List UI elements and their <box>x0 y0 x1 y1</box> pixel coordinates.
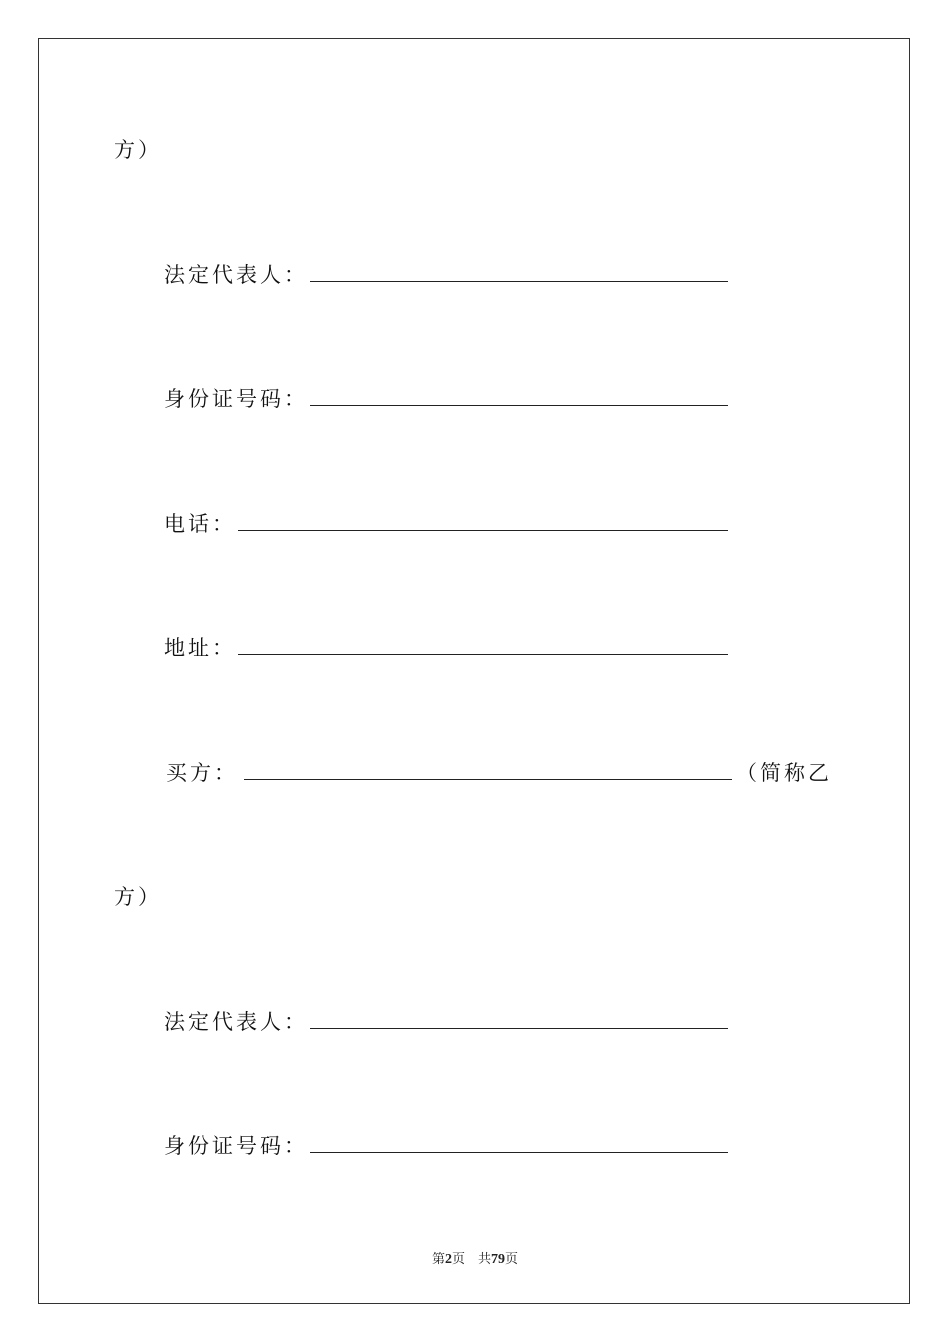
seller-phone-row <box>164 510 728 538</box>
seller-id-row <box>164 385 728 413</box>
page-footer <box>0 1248 950 1268</box>
buyer-id-row <box>164 1132 728 1160</box>
seller-phone-field[interactable] <box>238 510 728 531</box>
buyer-representative-row <box>164 1008 728 1036</box>
seller-representative-field[interactable] <box>310 261 728 282</box>
footer-suffix: 页 <box>505 1252 519 1267</box>
current-page-number: 2 <box>444 1252 452 1267</box>
seller-id-field[interactable] <box>310 385 728 406</box>
buyer-representative-label: 法定代表人： <box>164 1010 308 1034</box>
buyer-representative-field[interactable] <box>310 1008 728 1029</box>
footer-prefix: 第 <box>431 1252 445 1267</box>
buyer-party-end <box>114 883 162 911</box>
seller-representative-row <box>164 261 728 289</box>
buyer-party-end-text: 方） <box>114 885 162 909</box>
page-border <box>38 38 910 1304</box>
footer-middle: 页 共 <box>451 1252 491 1267</box>
seller-representative-label: 法定代表人： <box>164 263 308 287</box>
buyer-id-field[interactable] <box>310 1132 728 1153</box>
total-page-count: 79 <box>491 1252 505 1267</box>
seller-party-end <box>114 136 162 164</box>
buyer-label: 买方： <box>166 761 238 785</box>
buyer-name-field[interactable] <box>244 759 732 780</box>
buyer-abbreviation-text: （简称乙 <box>736 761 832 785</box>
seller-address-field[interactable] <box>238 634 728 655</box>
buyer-row <box>166 759 832 787</box>
seller-address-label: 地址： <box>164 636 236 660</box>
seller-party-end-text: 方） <box>114 138 162 162</box>
seller-id-label: 身份证号码： <box>164 387 308 411</box>
buyer-id-label: 身份证号码： <box>164 1134 308 1158</box>
seller-address-row <box>164 634 728 662</box>
seller-phone-label: 电话： <box>164 512 236 536</box>
